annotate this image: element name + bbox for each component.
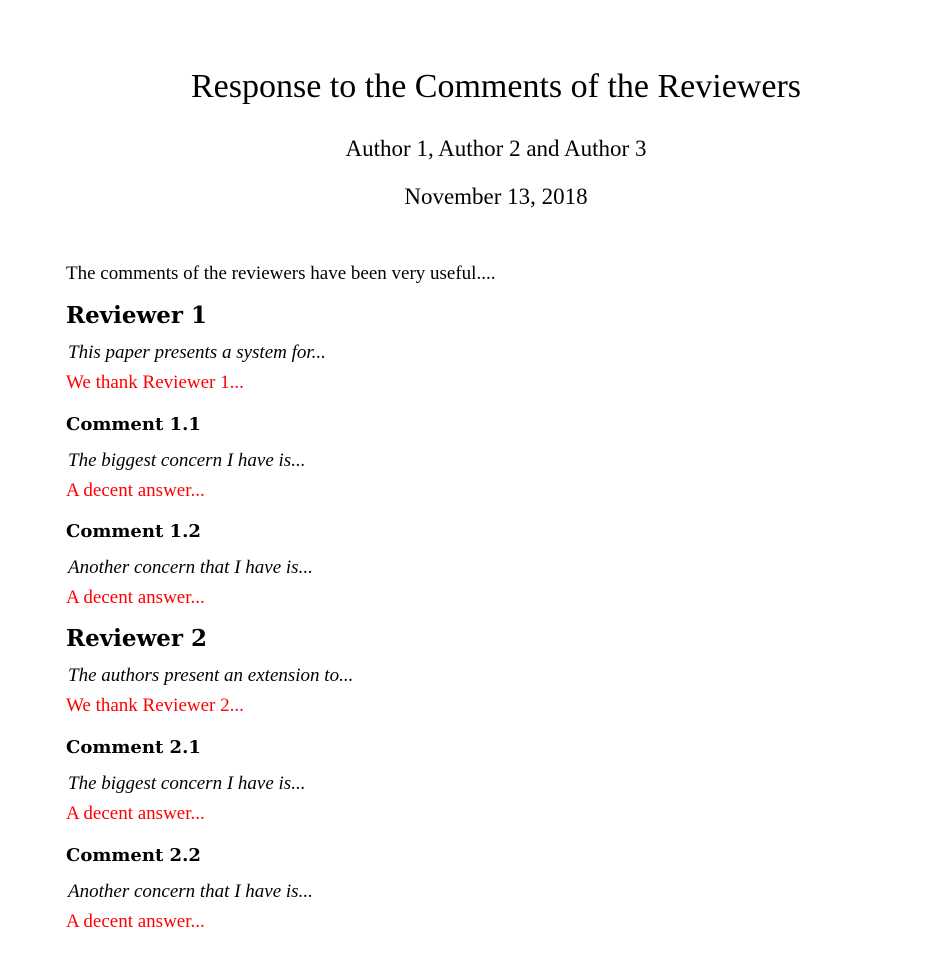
reviewer-1-heading: Reviewer 1 xyxy=(66,302,208,329)
comment-1-1-text: The biggest concern I have is... xyxy=(68,450,306,471)
comment-1-2-heading: Comment 1.2 xyxy=(66,521,201,542)
comment-2-2-answer: A decent answer... xyxy=(66,911,205,932)
reviewer-1-summary: This paper presents a system for... xyxy=(68,342,326,363)
comment-1-1-answer: A decent answer... xyxy=(66,480,205,501)
comment-2-2-heading: Comment 2.2 xyxy=(66,845,201,866)
comment-1-2-answer: A decent answer... xyxy=(66,587,205,608)
comment-2-1-text: The biggest concern I have is... xyxy=(68,773,306,794)
comment-1-2-text: Another concern that I have is... xyxy=(68,557,313,578)
reviewer-2-reply: We thank Reviewer 2... xyxy=(66,695,244,716)
reviewer-1-reply: We thank Reviewer 1... xyxy=(66,372,244,393)
document-title: Response to the Comments of the Reviewers xyxy=(190,68,801,105)
comment-2-1-heading: Comment 2.1 xyxy=(66,737,201,758)
comment-2-1-answer: A decent answer... xyxy=(66,803,205,824)
reviewer-2-summary: The authors present an extension to... xyxy=(68,665,354,686)
reviewer-2-heading: Reviewer 2 xyxy=(66,625,208,652)
intro-paragraph: The comments of the reviewers have been very useful.... xyxy=(66,263,496,284)
document-date: November 13, 2018 xyxy=(404,184,588,209)
comment-2-2-text: Another concern that I have is... xyxy=(68,881,313,902)
author-list: Author 1, Author 2 and Author 3 xyxy=(345,136,647,161)
comment-1-1-heading: Comment 1.1 xyxy=(66,414,201,435)
